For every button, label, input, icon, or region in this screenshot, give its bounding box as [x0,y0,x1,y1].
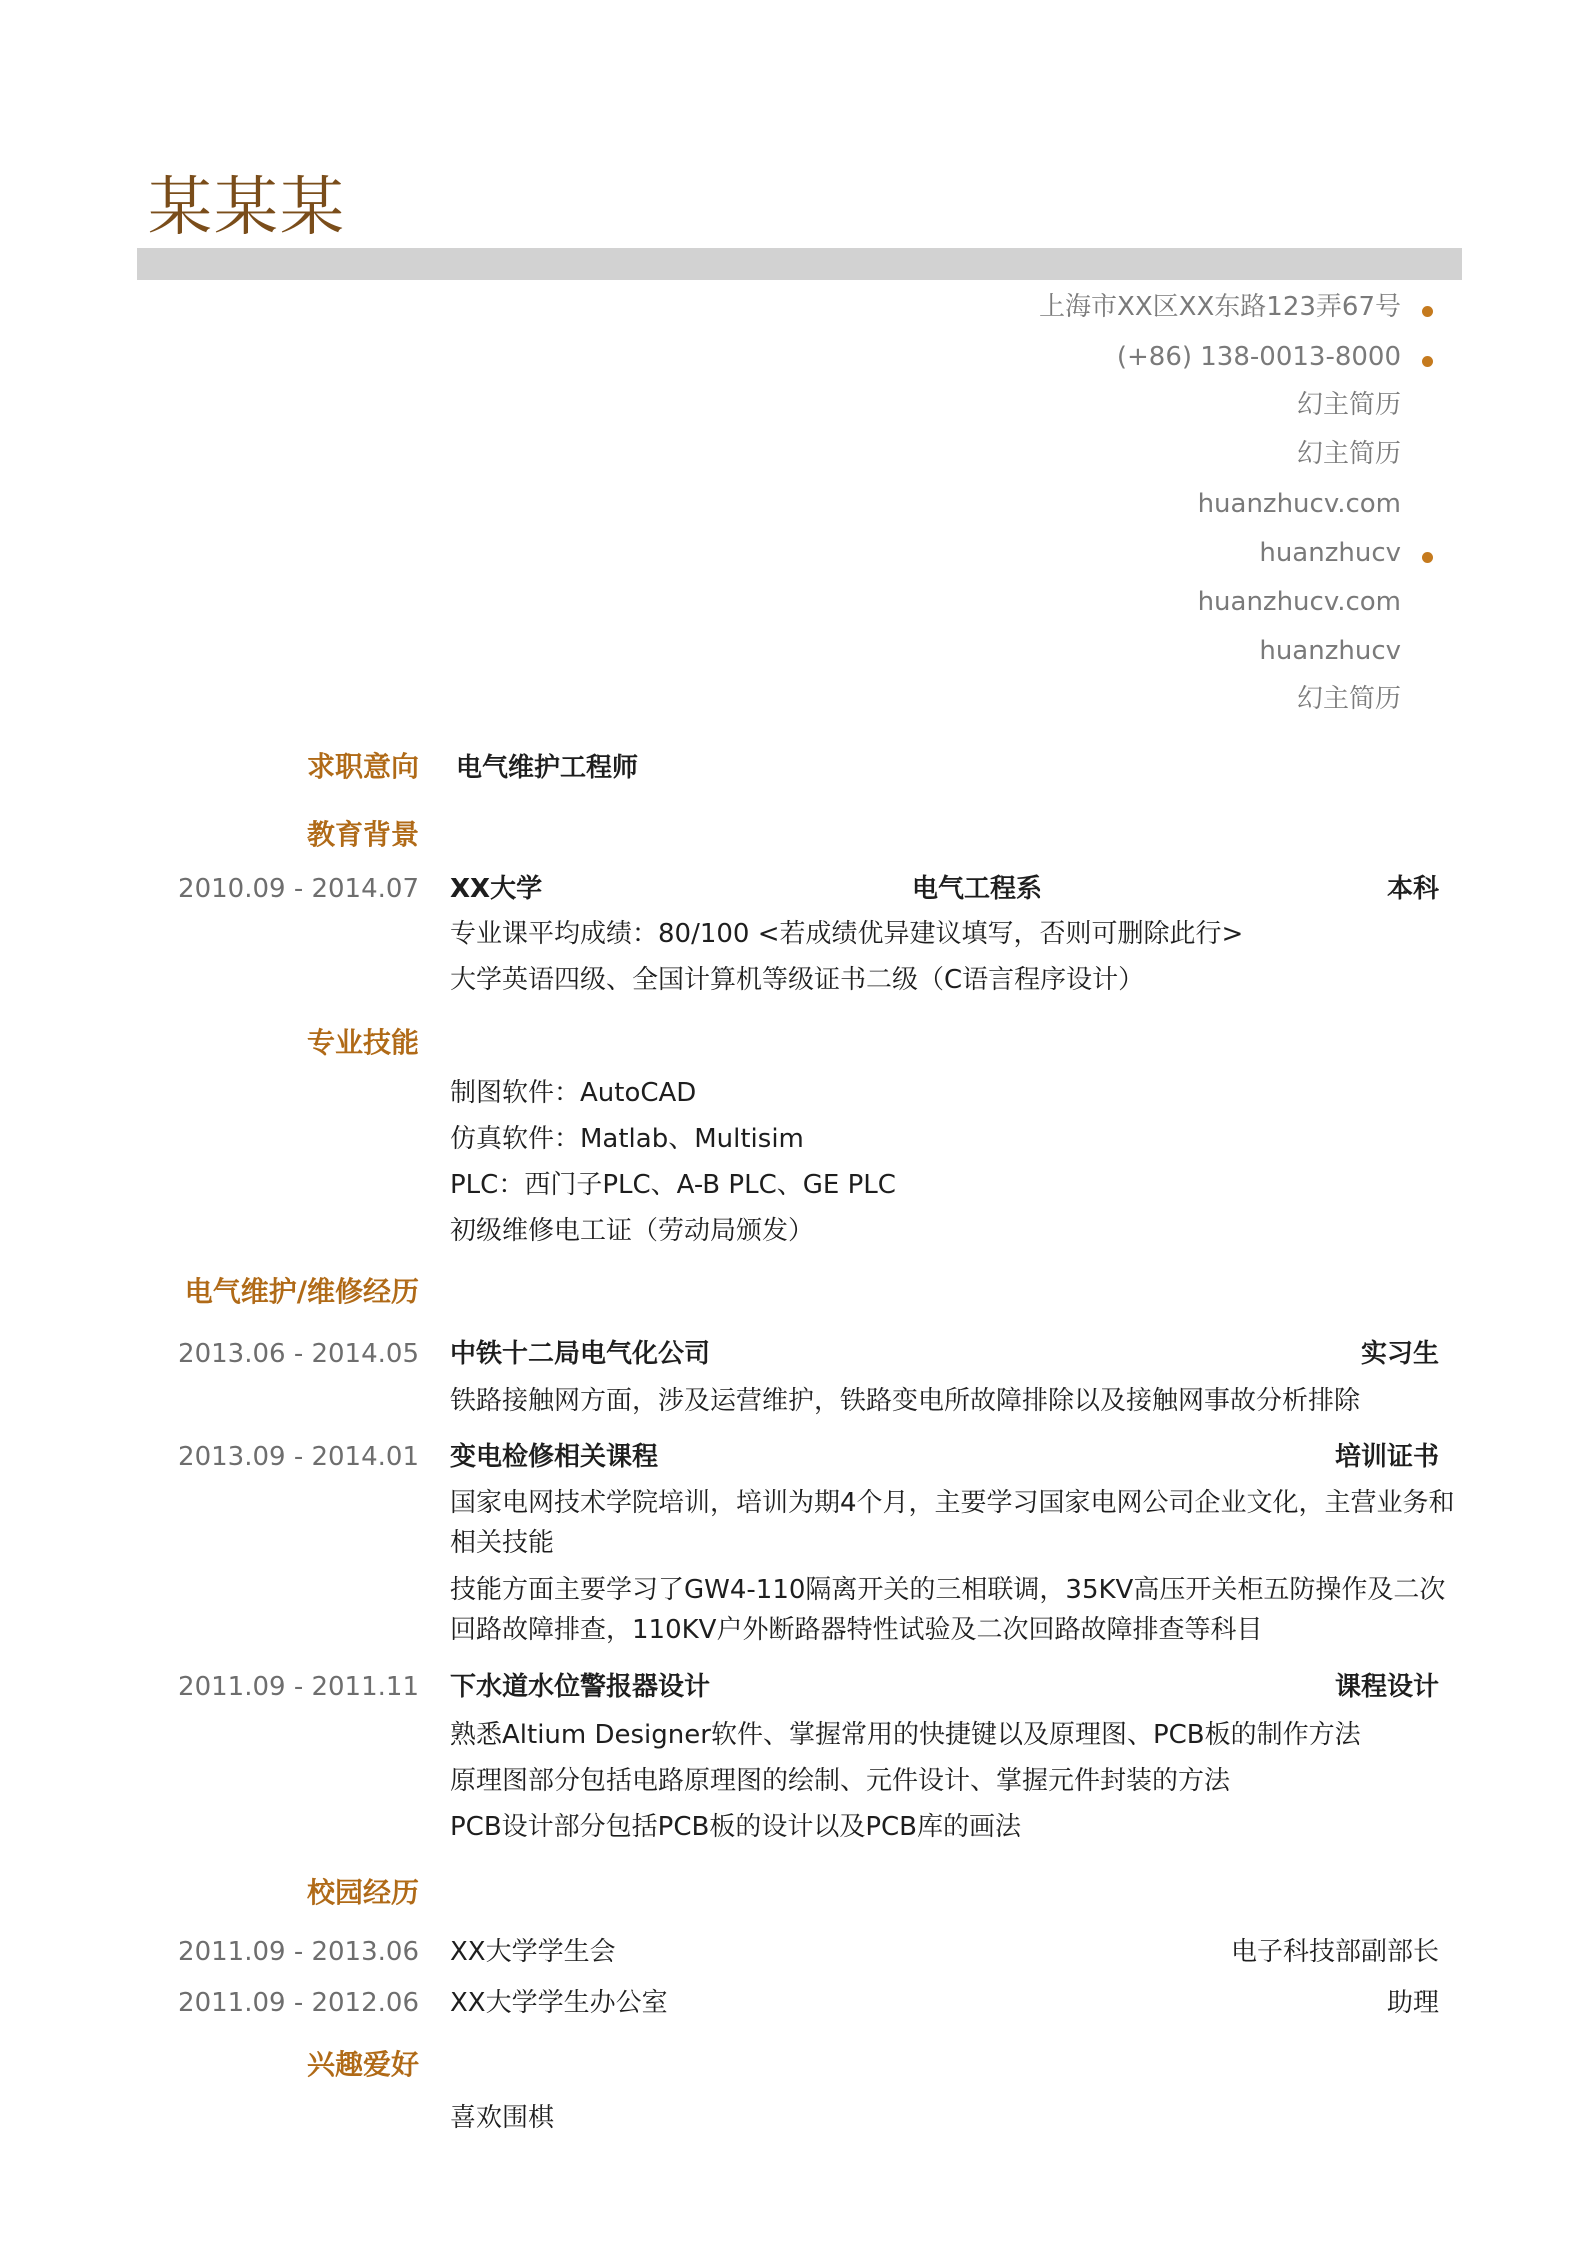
section-title-objective: 求职意向 [306,750,419,783]
education-school: XX大学 [450,874,543,904]
skill-item-3: PLC：西门子PLC、A-B PLC、GE PLC [450,1170,896,1200]
campus-1-org: XX大学学生会 [450,1937,616,1967]
objective-value: 电气维护工程师 [456,753,639,783]
campus-2-role: 助理 [1386,1988,1439,2018]
experience-3-date: 2011.09 - 2011.11 [178,1672,419,1702]
contact-line-4: 幻主简历 [1296,439,1401,469]
experience-2-date: 2013.09 - 2014.01 [178,1442,419,1472]
campus-2-org: XX大学学生办公室 [450,1988,668,2018]
education-line-1: 专业课平均成绩：80/100 <若成绩优异建议填写，否则可删除此行> [450,919,1244,949]
contact-handle-2: huanzhucv [1259,636,1401,666]
campus-1-role: 电子科技部副部长 [1230,1937,1439,1967]
experience-2-line-2: 技能方面主要学习了GW4-110隔离开关的三相联调，35KV高压开关柜五防操作及二次回路故障排查，110KV户外断路器特性试验及二次回路故障排查等科目 [450,1575,1446,1645]
section-title-hobbies: 兴趣爱好 [306,2048,419,2081]
header-divider-bar [137,248,1462,280]
skill-item-4: 初级维修电工证（劳动局颁发） [450,1216,815,1246]
experience-2-line-1: 国家电网技术学院培训，培训为期4个月，主要学习国家电网公司企业文化，主营业务和相关技能 [450,1488,1455,1558]
section-title-experience: 电气维护/维修经历 [184,1275,419,1308]
contact-line-9: 幻主简历 [1296,684,1401,714]
experience-3-org: 下水道水位警报器设计 [450,1672,711,1702]
experience-2-role: 培训证书 [1334,1442,1439,1472]
handle-bullet-icon [1422,552,1433,563]
campus-2-date: 2011.09 - 2012.06 [178,1988,419,2018]
education-date: 2010.09 - 2014.07 [178,874,419,904]
contact-line-3: 幻主简历 [1296,390,1401,420]
contact-address: 上海市XX区XX东路123弄67号 [1039,292,1401,322]
contact-handle-1: huanzhucv [1259,538,1401,568]
experience-1-org: 中铁十二局电气化公司 [450,1339,711,1369]
skill-item-2: 仿真软件：Matlab、Multisim [450,1124,804,1154]
hobbies-value: 喜欢围棋 [450,2103,555,2133]
education-degree: 本科 [1386,874,1439,904]
experience-3-line-1: 熟悉Altium Designer软件、掌握常用的快捷键以及原理图、PCB板的制作方法 [450,1720,1361,1750]
experience-2-org: 变电检修相关课程 [450,1442,659,1472]
contact-website-1[interactable]: huanzhucv.com [1197,489,1401,519]
section-title-education: 教育背景 [306,818,419,851]
contact-phone: (+86) 138-0013-8000 [1116,342,1401,372]
section-title-skills: 专业技能 [306,1026,419,1059]
contact-website-2[interactable]: huanzhucv.com [1197,587,1401,617]
experience-3-role: 课程设计 [1334,1672,1439,1702]
campus-1-date: 2011.09 - 2013.06 [178,1937,419,1967]
education-major: 电气工程系 [912,874,1043,904]
experience-1-role: 实习生 [1360,1339,1439,1369]
address-bullet-icon [1422,306,1433,317]
experience-1-line-1: 铁路接触网方面，涉及运营维护，铁路变电所故障排除以及接触网事故分析排除 [450,1386,1361,1416]
experience-3-line-2: 原理图部分包括电路原理图的绘制、元件设计、掌握元件封装的方法 [450,1766,1231,1796]
skill-item-1: 制图软件：AutoCAD [450,1078,697,1108]
education-line-2: 大学英语四级、全国计算机等级证书二级（C语言程序设计） [450,965,1145,995]
phone-bullet-icon [1422,356,1433,367]
section-title-campus: 校园经历 [306,1876,419,1909]
candidate-name: 某某某 [148,171,346,245]
experience-3-line-3: PCB设计部分包括PCB板的设计以及PCB库的画法 [450,1812,1022,1842]
experience-1-date: 2013.06 - 2014.05 [178,1339,419,1369]
